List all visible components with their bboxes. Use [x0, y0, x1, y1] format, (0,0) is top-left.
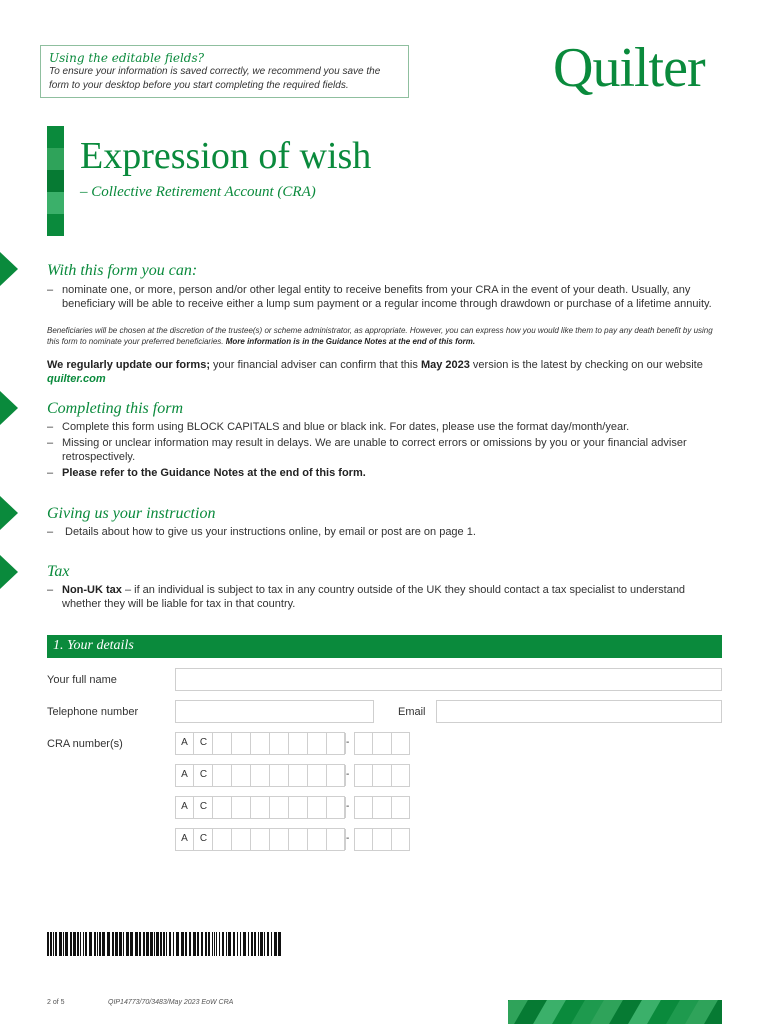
cra-digit-cell[interactable] — [233, 797, 251, 818]
cra-number-input[interactable] — [175, 796, 345, 819]
cra-digit-cell[interactable] — [355, 765, 373, 786]
cra-digit-cell[interactable] — [374, 829, 392, 850]
cra-digit-cell[interactable] — [290, 797, 308, 818]
cra-digit-cell[interactable] — [233, 829, 251, 850]
tax-list: – Non-UK tax – if an individual is subject to tax in any country outside of the UK they should contact a tax specialist to understand whether they will be liable for tax in that country. — [47, 584, 686, 610]
full-name-label: Your full name — [47, 674, 117, 686]
cra-digit-cell[interactable] — [328, 829, 346, 850]
cra-separator: - — [346, 769, 350, 780]
with-form-bullet: nominate one, or more, person and/or other legal entity to receive benefits from your CRA in the event of your death. Usually, any beneficiary will be able to receive either a lump sum payment or a regular income through drawdown or purchase of a lifetime annuity. — [62, 284, 712, 310]
decorative-corner-pattern — [508, 1000, 722, 1024]
beneficiary-note: Beneficiaries will be chosen at the discretion of the trustee(s) or scheme administrator, as appropriate. However, you can express how you would like them to pay any death benefit by using this form to nominate your preferred beneficiaries. More information is in the Guidance Notes at the end of this form. — [47, 326, 713, 346]
cra-digit-cell[interactable] — [309, 829, 327, 850]
email-field[interactable] — [436, 700, 722, 723]
quilter-website-link[interactable]: quilter.com — [47, 373, 106, 385]
cra-digit-cell[interactable] — [309, 733, 327, 754]
cra-digit-cell[interactable] — [374, 733, 392, 754]
cra-digit-cell[interactable] — [309, 797, 327, 818]
cra-digit-cell[interactable] — [214, 733, 232, 754]
cra-number-input[interactable] — [175, 828, 345, 851]
cra-digit-cell[interactable] — [271, 797, 289, 818]
completing-item: Missing or unclear information may result in delays. We are unable to correct errors or omissions by you or your financial adviser retrospectively. — [62, 437, 687, 463]
notice-body: To ensure your information is saved correctly, we recommend you save the form to your desktop before you start completing the required fields. — [49, 66, 381, 91]
with-form-heading: With this form you can: — [47, 262, 198, 279]
cra-number-input[interactable] — [175, 764, 345, 787]
cra-digit-cell[interactable] — [393, 733, 411, 754]
notice-title: Using the editable fields? — [49, 51, 205, 65]
email-label: Email — [398, 706, 426, 718]
tax-heading: Tax — [47, 563, 70, 580]
cra-suffix-input[interactable] — [354, 796, 410, 819]
cra-prefix-cell: C — [195, 733, 213, 754]
full-name-field[interactable] — [175, 668, 722, 691]
with-form-list: – nominate one, or more, person and/or other legal entity to receive benefits from your CRA in the event of your death. Usually, any beneficiary will be able to receive either a lump sum payment or a regular income through drawdown or purchase of a lifetime annuity. — [47, 284, 712, 310]
cra-digit-cell[interactable] — [233, 765, 251, 786]
cra-digit-cell[interactable] — [214, 797, 232, 818]
cra-digit-cell[interactable] — [328, 797, 346, 818]
instruction-list: – Details about how to give us your instructions online, by email or post are on page 1. — [47, 526, 476, 538]
cra-digit-cell[interactable] — [328, 733, 346, 754]
telephone-field[interactable] — [175, 700, 374, 723]
cra-digit-cell[interactable] — [393, 797, 411, 818]
page-subtitle: – Collective Retirement Account (CRA) — [80, 184, 316, 200]
cra-suffix-input[interactable] — [354, 828, 410, 851]
cra-digit-cell[interactable] — [252, 797, 270, 818]
cra-digit-cell[interactable] — [233, 733, 251, 754]
cra-prefix-cell: C — [195, 765, 213, 786]
cra-digit-cell[interactable] — [252, 733, 270, 754]
form-reference: QIP14773/70/3483/May 2023 EoW CRA — [108, 999, 234, 1006]
cra-digit-cell[interactable] — [309, 765, 327, 786]
cra-suffix-input[interactable] — [354, 732, 410, 755]
instruction-item: Details about how to give us your instructions online, by email or post are on page 1. — [65, 526, 476, 538]
editable-fields-notice — [40, 45, 409, 98]
update-notice: We regularly update our forms; your financial adviser can confirm that this May 2023 version is the latest by checking on our website quilter.com — [47, 359, 703, 385]
completing-item: Complete this form using BLOCK CAPITALS and blue or black ink. For dates, please use the format day/month/year. — [62, 421, 630, 433]
cra-suffix-input[interactable] — [354, 764, 410, 787]
page-number: 2 of 5 — [47, 999, 65, 1006]
cra-digit-cell[interactable] — [214, 765, 232, 786]
cra-digit-cell[interactable] — [290, 829, 308, 850]
cra-digit-cell[interactable] — [355, 733, 373, 754]
section-1-header — [47, 635, 722, 658]
cra-digit-cell[interactable] — [374, 765, 392, 786]
telephone-label: Telephone number — [47, 706, 139, 718]
cra-prefix-cell: A — [176, 829, 194, 850]
cra-separator: - — [346, 833, 350, 844]
barcode — [47, 932, 281, 956]
cra-prefix-cell: A — [176, 765, 194, 786]
cra-digit-cell[interactable] — [374, 797, 392, 818]
instruction-heading: Giving us your instruction — [47, 505, 216, 522]
cra-digit-cell[interactable] — [252, 765, 270, 786]
cra-digit-cell[interactable] — [328, 765, 346, 786]
cra-number-label: CRA number(s) — [47, 738, 123, 750]
cra-prefix-cell: C — [195, 829, 213, 850]
completing-heading: Completing this form — [47, 400, 184, 417]
cra-digit-cell[interactable] — [355, 797, 373, 818]
section-arrow-icon — [0, 252, 18, 286]
section-arrow-icon — [0, 496, 18, 530]
section-1-title: 1. Your details — [53, 638, 134, 653]
completing-item: Please refer to the Guidance Notes at the end of this form. — [62, 467, 366, 479]
cra-digit-cell[interactable] — [214, 829, 232, 850]
cra-number-input[interactable] — [175, 732, 345, 755]
section-arrow-icon — [0, 555, 18, 589]
cra-prefix-cell: A — [176, 797, 194, 818]
cra-separator: - — [346, 737, 350, 748]
cra-digit-cell[interactable] — [252, 829, 270, 850]
cra-digit-cell[interactable] — [290, 733, 308, 754]
cra-prefix-cell: A — [176, 733, 194, 754]
cra-digit-cell[interactable] — [290, 765, 308, 786]
cra-digit-cell[interactable] — [355, 829, 373, 850]
decorative-green-bar — [47, 126, 64, 236]
completing-list: – Complete this form using BLOCK CAPITALS and blue or black ink. For dates, please use the format day/month/year. – Missing or unclear information may result in delays. We are unable to correct errors or omissions by you or your financial adviser retrospectively. – Please refer to the Guidance Notes at the end of this form. — [47, 421, 687, 479]
quilter-logo: Quilter — [553, 37, 705, 99]
cra-digit-cell[interactable] — [393, 829, 411, 850]
cra-digit-cell[interactable] — [271, 765, 289, 786]
cra-separator: - — [346, 801, 350, 812]
cra-digit-cell[interactable] — [393, 765, 411, 786]
section-arrow-icon — [0, 391, 18, 425]
page-title: Expression of wish — [80, 135, 372, 177]
cra-digit-cell[interactable] — [271, 733, 289, 754]
cra-prefix-cell: C — [195, 797, 213, 818]
cra-digit-cell[interactable] — [271, 829, 289, 850]
